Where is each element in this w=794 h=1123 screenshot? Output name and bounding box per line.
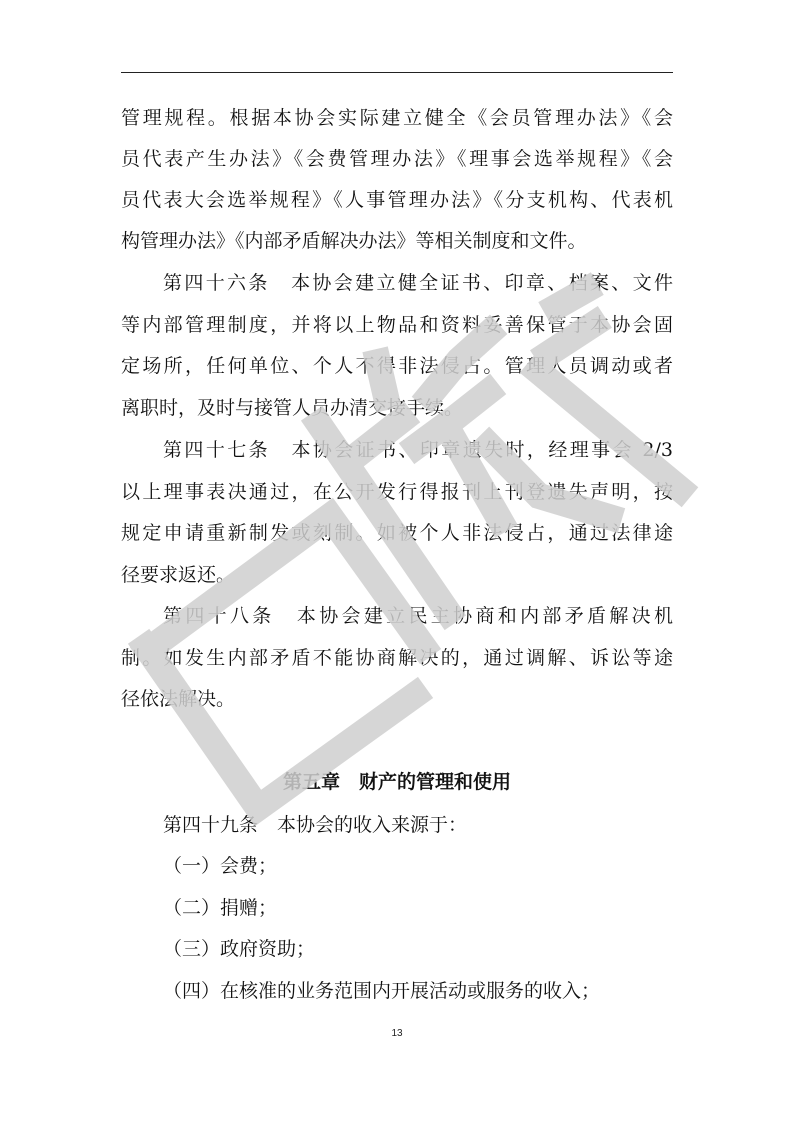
text-line: 构管理办法》《内部矛盾解决办法》等相关制度和文件。 bbox=[121, 230, 587, 252]
list-item: （一）会费； bbox=[163, 855, 278, 877]
list-item: （二）捐赠； bbox=[163, 897, 278, 919]
page-number: 13 bbox=[391, 1028, 403, 1039]
text-line: 径依法解决。 bbox=[121, 688, 236, 710]
text-line: 以上理事表决通过，在公开发行得报刊上刊登遗失声明，按 bbox=[121, 481, 673, 503]
watermark-stroke bbox=[538, 371, 680, 489]
text-line: 等内部管理制度，并将以上物品和资料妥善保管于本协会固 bbox=[121, 314, 673, 336]
list-item: （三）政府资助； bbox=[163, 938, 316, 960]
article-48-heading-line: 第四十八条 本协会建立民主协商和内部矛盾解决机 bbox=[163, 605, 673, 627]
chapter-title: 第五章 财产的管理和使用 bbox=[282, 771, 511, 793]
text-line: 管理规程。根据本协会实际建立健全《会员管理办法》《会 bbox=[121, 107, 673, 129]
article-46-heading-line: 第四十六条 本协会建立健全证书、印章、档案、文件 bbox=[163, 272, 673, 294]
text-line: 规定申请重新制发或刻制。如被个人非法侵占，通过法律途 bbox=[121, 522, 673, 544]
text-line: 员代表大会选举规程》《人事管理办法》《分支机构、代表机 bbox=[121, 189, 673, 211]
text-line: 制。如发生内部矛盾不能协商解决的，通过调解、诉讼等途 bbox=[121, 647, 673, 669]
list-item: （四）在核准的业务范围内开展活动或服务的收入； bbox=[163, 980, 601, 1002]
text-line: 员代表产生办法》《会费管理办法》《理事会选举规程》《会 bbox=[121, 148, 673, 170]
article-49-heading-line: 第四十九条 本协会的收入来源于： bbox=[163, 814, 468, 836]
article-47-heading-line: 第四十七条 本协会证书、印章遗失时，经理事会 2/3 bbox=[163, 439, 673, 461]
header-rule bbox=[121, 72, 673, 73]
text-line: 径要求返还。 bbox=[121, 564, 236, 586]
text-line: 离职时，及时与接管人员办清交接手续。 bbox=[121, 397, 464, 419]
text-line: 定场所，任何单位、个人不得非法侵占。管理人员调动或者 bbox=[121, 355, 673, 377]
